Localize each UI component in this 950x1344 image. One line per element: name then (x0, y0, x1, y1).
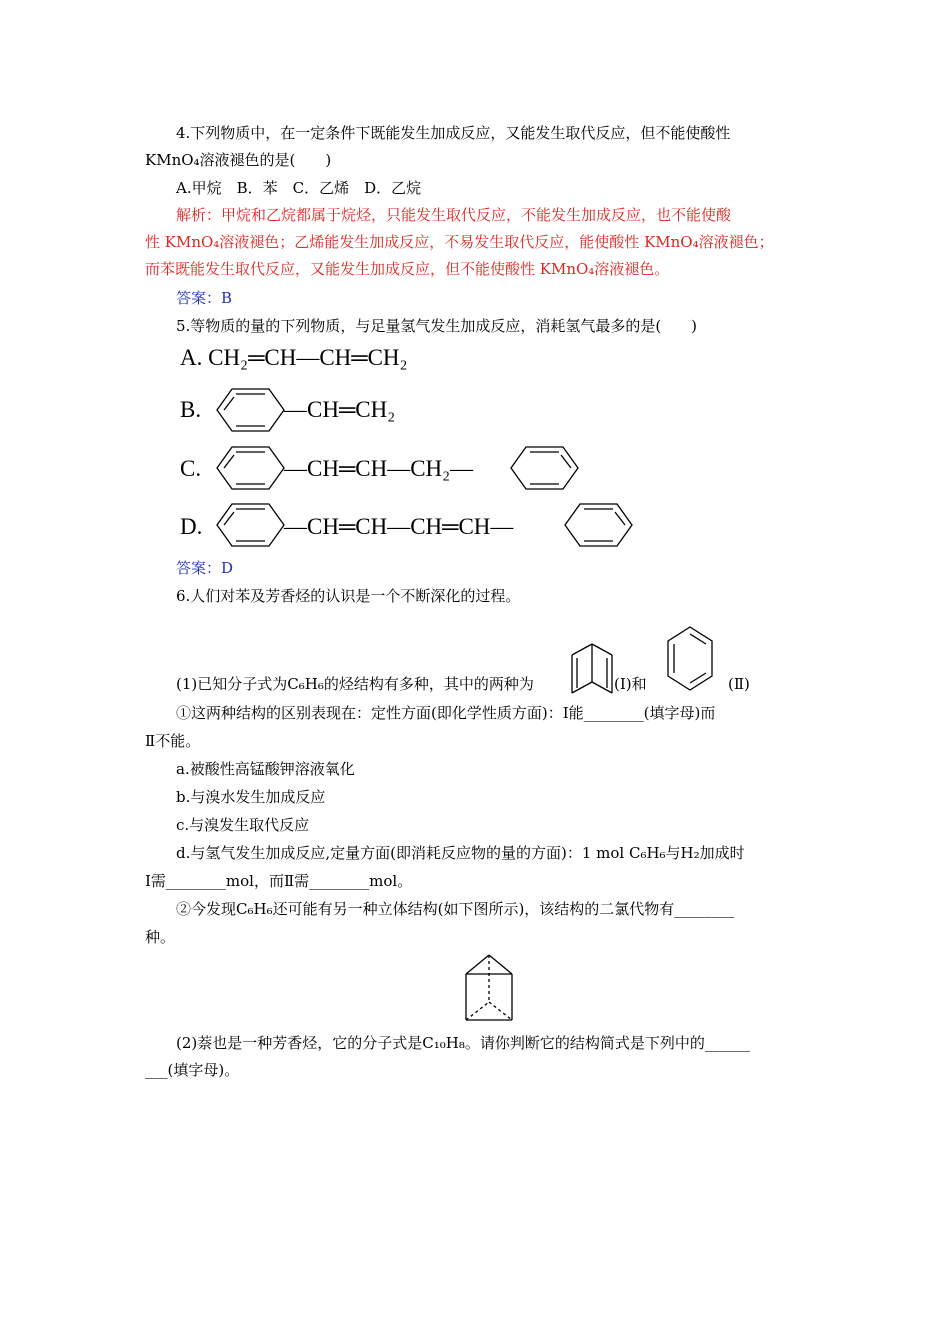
q5-option-c-chain: —CH═CH—CH₂— (284, 456, 474, 481)
benzene-ring-icon (212, 385, 292, 435)
q4-analysis-line2: 性 KMnO₄溶液褪色；乙烯能发生加成反应，不易发生取代反应，能使酸性 KMnO₄溶液褪色； (145, 233, 774, 251)
q6-part1-text: (1)已知分子式为C₆H₆的烃结构有多种，其中的两种为 (176, 675, 534, 693)
q6-part2-line2: ___(填字母)。 (145, 1061, 240, 1079)
q4-options: A.甲烷 B．苯 C．乙烯 D．乙烷 (176, 179, 422, 197)
q6-part1-q1-line1: ①这两种结构的区别表现在：定性方面(即化学性质方面)：Ⅰ能________(填字母)而 (176, 704, 716, 722)
q5-option-b-label: B. (180, 397, 202, 422)
q6-option-b: b.与溴水发生加成反应 (176, 788, 326, 806)
q6-part1-q1-line2: Ⅱ不能。 (145, 732, 201, 750)
q4-analysis-line3: 而苯既能发生取代反应，又能发生加成反应，但不能使酸性 KMnO₄溶液褪色。 (145, 260, 670, 278)
q5-answer: 答案：D (176, 559, 234, 577)
q6-option-d-line1: d.与氢气发生加成反应,定量方面(即消耗反应物的量的方面)：1 mol C₆H₆与H₂加成时 (176, 844, 745, 862)
prismane-structure-icon (464, 952, 520, 1026)
q6-label-I: (Ⅰ)和 (614, 675, 647, 693)
benzene-ring-icon (664, 624, 720, 696)
q4-stem-line1: 4.下列物质中，在一定条件下既能发生加成反应，又能发生取代反应，但不能使酸性 (176, 124, 731, 142)
q4-answer: 答案：B (176, 289, 233, 307)
q5-option-a: A. CH₂═CH—CH═CH₂ (180, 345, 408, 370)
q6-stem: 6.人们对苯及芳香烃的认识是一个不断深化的过程。 (176, 587, 521, 605)
q5-option-b-chain: —CH═CH₂ (284, 397, 396, 422)
q6-option-a: a.被酸性高锰酸钾溶液氧化 (176, 760, 355, 778)
q4-analysis-line1: 解析：甲烷和乙烷都属于烷烃，只能发生取代反应，不能发生加成反应，也不能使酸 (176, 206, 732, 224)
dewar-benzene-structure-icon (570, 640, 620, 698)
q6-label-II: (Ⅱ) (728, 675, 750, 693)
benzene-ring-icon (212, 443, 292, 493)
q6-option-d-line2: Ⅰ需________mol，而Ⅱ需________mol。 (145, 872, 413, 890)
benzene-ring-icon (506, 443, 586, 493)
benzene-ring-icon (212, 500, 292, 550)
q5-option-d-chain: —CH═CH—CH═CH— (284, 514, 514, 539)
q5-stem: 5.等物质的量的下列物质，与足量氢气发生加成反应，消耗氢气最多的是( ) (176, 317, 698, 335)
q6-option-c: c.与溴发生取代反应 (176, 816, 310, 834)
benzene-ring-icon (560, 500, 640, 550)
q5-option-c-label: C. (180, 456, 202, 481)
q6-part1-q2-line2: 种。 (145, 928, 176, 946)
q6-part1-q2-line1: ②今发现C₆H₆还可能有另一种立体结构(如下图所示)，该结构的二氯代物有________ (176, 900, 735, 918)
q5-option-d-label: D. (180, 514, 203, 539)
q4-stem-line2: KMnO₄溶液褪色的是( ) (145, 151, 332, 169)
q6-part2-line1: (2)萘也是一种芳香烃，它的分子式是C₁₀H₈。请你判断它的结构简式是下列中的______ (176, 1034, 750, 1052)
